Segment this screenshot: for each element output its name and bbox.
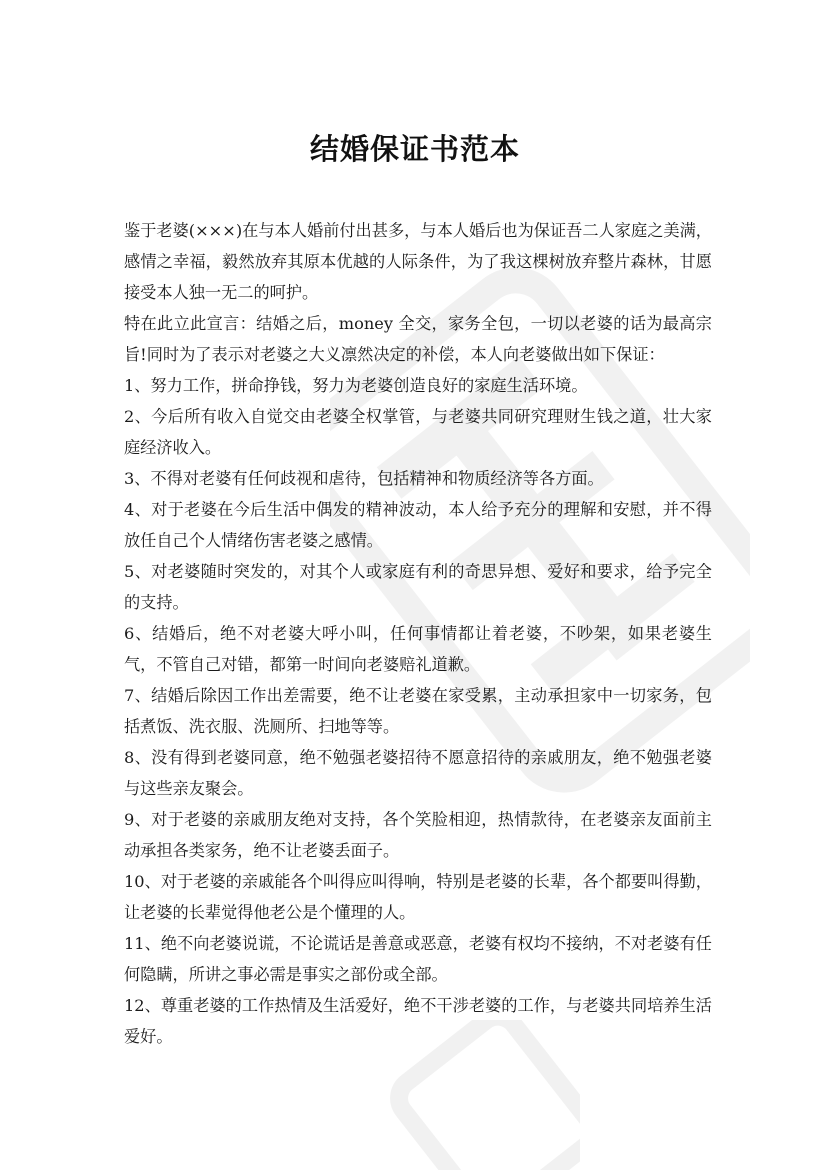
list-item: 9、对于老婆的亲戚朋友绝对支持，各个笑脸相迎，热情款待，在老婆亲友面前主动承担各类家务，绝不让老婆丢面子。 <box>124 810 712 860</box>
list-item: 1、努力工作，拼命挣钱，努力为老婆创造良好的家庭生活环境。 <box>124 376 588 395</box>
list-item: 2、今后所有收入自觉交由老婆全权掌管，与老婆共同研究理财生钱之道，壮大家庭经济收入。 <box>124 407 712 457</box>
list-item: 12、尊重老婆的工作热情及生活爱好，绝不干涉老婆的工作，与老婆共同培养生活爱好。 <box>124 996 712 1046</box>
list-item: 5、对老婆随时突发的，对其个人或家庭有利的奇思异想、爱好和要求，给予完全的支持。 <box>124 562 712 612</box>
paragraph-declaration: 特在此立此宣言：结婚之后，money 全交，家务全包，一切以老婆的话为最高宗旨!同时为了表示对老婆之大义凛然决定的补偿，本人向老婆做出如下保证： <box>124 314 712 364</box>
list-item: 8、没有得到老婆同意，绝不勉强老婆招待不愿意招待的亲戚朋友，绝不勉强老婆与这些亲友聚会。 <box>124 748 712 798</box>
list-item: 6、结婚后，绝不对老婆大呼小叫，任何事情都让着老婆，不吵架，如果老婆生气，不管自己对错，都第一时间向老婆赔礼道歉。 <box>124 624 712 674</box>
list-item: 4、对于老婆在今后生活中偶发的精神波动，本人给予充分的理解和安慰，并不得放任自己个人情绪伤害老婆之感情。 <box>124 500 712 550</box>
list-item: 10、对于老婆的亲戚能各个叫得应叫得响，特别是老婆的长辈，各个都要叫得勤，让老婆的长辈觉得他老公是个懂理的人。 <box>124 872 712 922</box>
document-body <box>124 215 712 1052</box>
list-item: 3、不得对老婆有任何歧视和虐待，包括精神和物质经济等各方面。 <box>124 469 604 488</box>
document-title: 结婚保证书范本 <box>309 132 520 167</box>
paragraph-intro: 鉴于老婆(×××)在与本人婚前付出甚多，与本人婚后也为保证吾二人家庭之美满，感情之幸福，毅然放弃其原本优越的人际条件，为了我这棵树放弃整片森林，甘愿接受本人独一无二的呵护。 <box>124 221 712 302</box>
list-item: 11、绝不向老婆说谎，不论谎话是善意或恶意，老婆有权均不接纳，不对老婆有任何隐瞒，所讲之事必需是事实之部份或全部。 <box>124 934 712 984</box>
list-item: 7、结婚后除因工作出差需要，绝不让老婆在家受累，主动承担家中一切家务，包括煮饭、洗衣服、洗厕所、扫地等等。 <box>124 686 712 736</box>
